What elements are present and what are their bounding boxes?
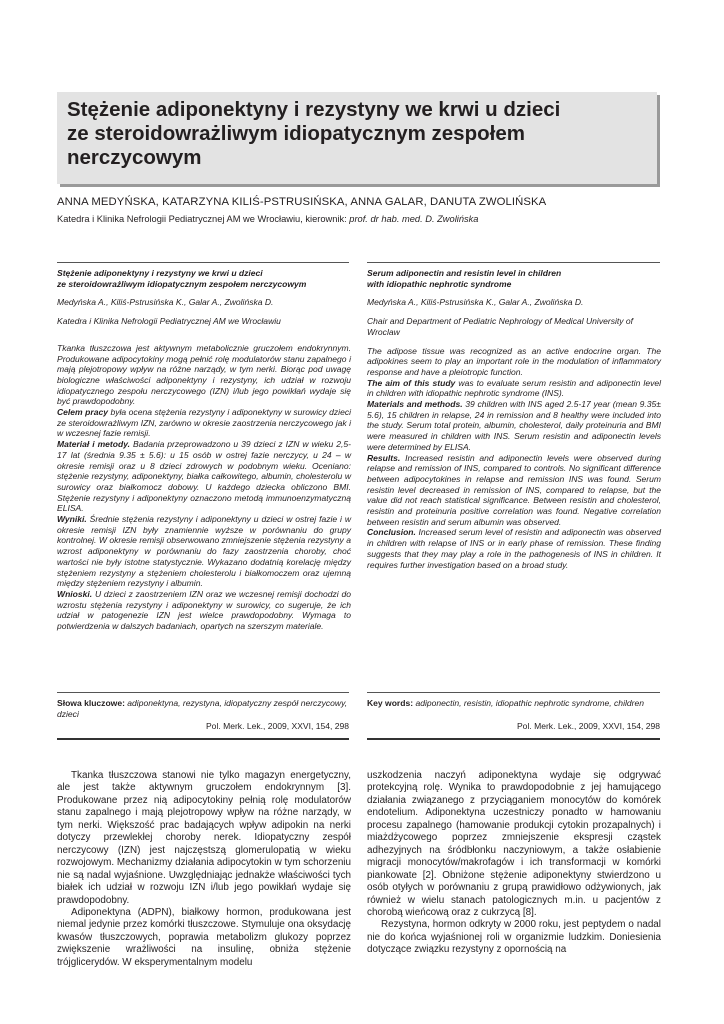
abstract-en-body: The adipose tissue was recognized as an active endocrine organ. The adipokines seem to play an important role in the modulation of inflammatory response and have a pleiotropic function. The aim of this study was to evaluate serum resistin and adiponectin level in children with idiopathic nephrotic syndrome (INS). Materials and methods. 39 children with INS aged 2.5-17 year (mean 9.35± 5.6), 15 children in relapse, 24 in remission and 8 healthy were included into the study. Serum total protein, albumin, cholesterol, daily proteinuria and BMI were measured in children with INS. Serum resistin and adiponectin levels were determined by ELISA. Results. Increased resistin and adiponectin levels were observed during relapse and remission of INS, compared to controls. No significant difference between adipocytokines in relapse and remission INS was found. Serum resistin level decreased in remission of INS, compared to relapse, but the value did not reach statistical significance. Between resistin and cholesterol, resistin and proteinuria positive correlation was found. Negative correlation between resistin and serum albumin was observed. Conclusion. Increased serum level of resistin and adiponectin was observed in children with relapse of INS or in early phase of remission. These finding suggests that they may play a role in the pathogenesis of INS in children. It requires further investigation based on a broad study. — [367, 345, 661, 570]
keywords-rule-right — [367, 692, 660, 693]
abstract-pl-title: Stężenie adiponektyny i rezystyny we krwi u dzieci ze steroidowrażliwym idiopatycznym zespołem nerczycowym — [57, 268, 307, 289]
affiliation-text: Katedra i Klinika Nefrologii Pediatrycznej AM we Wrocławiu, kierownik: — [57, 214, 350, 224]
citation-english: Pol. Merk. Lek., 2009, XXVI, 154, 298 — [516, 721, 660, 731]
abstract-polish — [57, 268, 351, 632]
abstract-pl-authors: Medyńska A., Kiliś-Pstrusińska K., Galar A., Zwolińska D. — [57, 297, 274, 308]
bottom-rule-right — [367, 738, 660, 740]
abstract-en-affiliation: Chair and Department of Pediatric Nephrology of Medical University of Wroclaw — [367, 316, 634, 337]
keywords-rule-left — [57, 692, 349, 693]
article-title — [57, 92, 657, 170]
bottom-rule-left — [57, 738, 349, 740]
title-line: nerczycowym — [67, 146, 202, 169]
title-box — [57, 92, 657, 184]
title-line: Stężenie adiponektyny i rezystyny we krwi u dzieci — [67, 98, 561, 121]
article-affiliation — [57, 214, 667, 224]
title-line: ze steroidowrażliwym idiopatycznym zespołem — [67, 122, 525, 145]
body-paragraph: uszkodzenia naczyń adiponektyna wydaje się odgrywać protekcyjną rolę. Wynika to prawdopodobnie z jej hamującego działania związanego z przyciąganiem monocytów do komórek endotelium. Adiponektyna uczestniczy ponadto w hamowaniu procesu zapalnego (hamowanie produkcji cytokin prozapalnych) i miażdżycowego poprzez zmniejszenie ekspresji cząstek adhezyjnych na śródbłonku naczyniowym, a także osłabienie migracji monocytów/makrofagów i ich transformacji w komórki piankowate [2]. Obniżone stężenie adiponektyny stwierdzono u osób otyłych w porównaniu z grupą prawidłowo odżywionych, jak również w wielu stanach patologicznych m.in. u pacjentów z chorobą wieńcową oraz z cukrzycą [8]. — [367, 770, 661, 918]
abstract-pl-affiliation: Katedra i Klinika Nefrologii Pediatrycznej AM we Wrocławiu — [57, 316, 281, 327]
keywords-polish: Słowa kluczowe: adiponektyna, rezystyna, idiopatyczny zespół nerczycowy, dzieci — [57, 698, 348, 719]
abstract-english — [367, 268, 661, 570]
top-rule-right — [367, 262, 660, 263]
body-paragraph: Rezystyna, hormon odkryty w 2000 roku, jest peptydem o nadal nie do końca wyjaśnionej roli w organizmie ludzkim. Doniesienia dotyczące związku rezystyny z opornością na — [367, 919, 661, 956]
top-rule-left — [57, 262, 349, 263]
body-paragraph: Adiponektyna (ADPN), białkowy hormon, produkowana jest niemal jedynie przez komórki tłuszczowe. Stymuluje ona oksydację kwasów tłuszczowych, poprawia metabolizm glukozy poprzez zwiększenie wrażliwości na insulinę, obniża stężenie trójglicerydów. W eksperymentalnym modelu — [57, 906, 351, 968]
keywords-english: Key words: adiponectin, resistin, idiopathic nephrotic syndrome, children — [367, 698, 644, 708]
citation-polish: Pol. Merk. Lek., 2009, XXVI, 154, 298 — [205, 721, 349, 731]
abstract-pl-body: Tkanka tłuszczowa jest aktywnym metabolicznie gruczołem endokrynnym. Produkowane adipocytokiny mogą pełnić rolę modulatorów stanu zapalnego i mają plejotropowy wpływ na różne narządy, w tym nerki. Biorąc pod uwagę biologiczne właściwości adiponektyny i rezystyny, ich udział w rozwoju idiopatycznego zespołu nerczycowego (IZN) i/lub jego powikłań wydaje się być prawdopodobny. Celem pracy była ocena stężenia rezystyny i adiponektyny w surowicy dzieci ze steroidowrażliwym IZN, zarówno w okresie zaostrzenia nerczycowego jak i w wczesnej fazie remisji. Materiał i metody. Badania przeprowadzono u 39 dzieci z IZN w wieku 2,5-17 lat (średnia 9.35 ± 5.6): u 15 osób w ostrej fazie nerczycy, u 24 – w okresie remisji oraz u 8 dzieci zdrowych w podobnym wieku. Oceniano: stężenie rezystyny, adiponektyny, białka całkowitego, albumin, cholesterolu w surowicy oraz białkomocz dobowy. U każdego dziecka obliczono BMI. Stężenie rezystyny i adiponektyny oznaczono metodą immunoenzymatyczną ELISA. Wyniki. Średnie stężenia rezystyny i adiponektyny u dzieci w ostrej fazie i w okresie remisji IZN były znamiennie wyższe w porównaniu do grupy kontrolnej. W okresie remisji obserwowano zmniejszenie stężenia rezystyny a wzrost adiponektyny w porównaniu do fazy zaostrzenia choroby, choć wartości nie były istotne statystycznie. Wykazano dodatnią korelację między stężeniem rezystyny a stężeniem cholesterolu i białkomoczem oraz ujemną między stężeniem rezystyny i albumin. Wnioski. U dzieci z zaostrzeniem IZN oraz we wczesnej remisji dochodzi do wzrostu stężenia rezystyny i adiponektyny w surowicy, co sugeruje, że ich udział w patogenezie IZN jest wielce prawdopodobny. Wymaga to potwierdzenia w dalszych badaniach, opartych na szerszym materiale. — [57, 342, 351, 632]
abstract-en-authors: Medyńska A., Kiliś-Pstrusińska K., Galar A., Zwolińska D. — [367, 297, 584, 308]
body-paragraph: Tkanka tłuszczowa stanowi nie tylko magazyn energetyczny, ale jest także aktywnym gruczołem endokrynnym [3]. Produkowane przez nią adipocytokiny pełnią rolę modulatorów stanu zapalnego i mają plejotropowy wpływ na różne narządy, w tym nerki. Większość prac badających wpływ adipokin na nerki dotyczy przewlekłej choroby nerek. Idiopatyczny zespół nerczycowy (IZN) jest najczęstszą glomerulopatią w wieku rozwojowym. Mechanizmy działania adipocytokin w tym schorzeniu nie są nadal wyjaśnione. Uwzględniając jednakże właściwości tych białek ich udział w rozwoju IZN i/lub jego powikłań wydaje się prawdopodobny. — [57, 770, 351, 906]
article-authors: ANNA MEDYŃSKA, KATARZYNA KILIŚ-PSTRUSIŃSKA, ANNA GALAR, DANUTA ZWOLIŃSKA — [57, 196, 547, 208]
body-column-left — [57, 770, 351, 969]
body-column-right — [367, 770, 661, 957]
abstract-en-title: Serum adiponectin and resistin level in children with idiopathic nephrotic syndrome — [367, 268, 562, 289]
affiliation-head: prof. dr hab. med. D. Zwolińska — [349, 214, 479, 224]
